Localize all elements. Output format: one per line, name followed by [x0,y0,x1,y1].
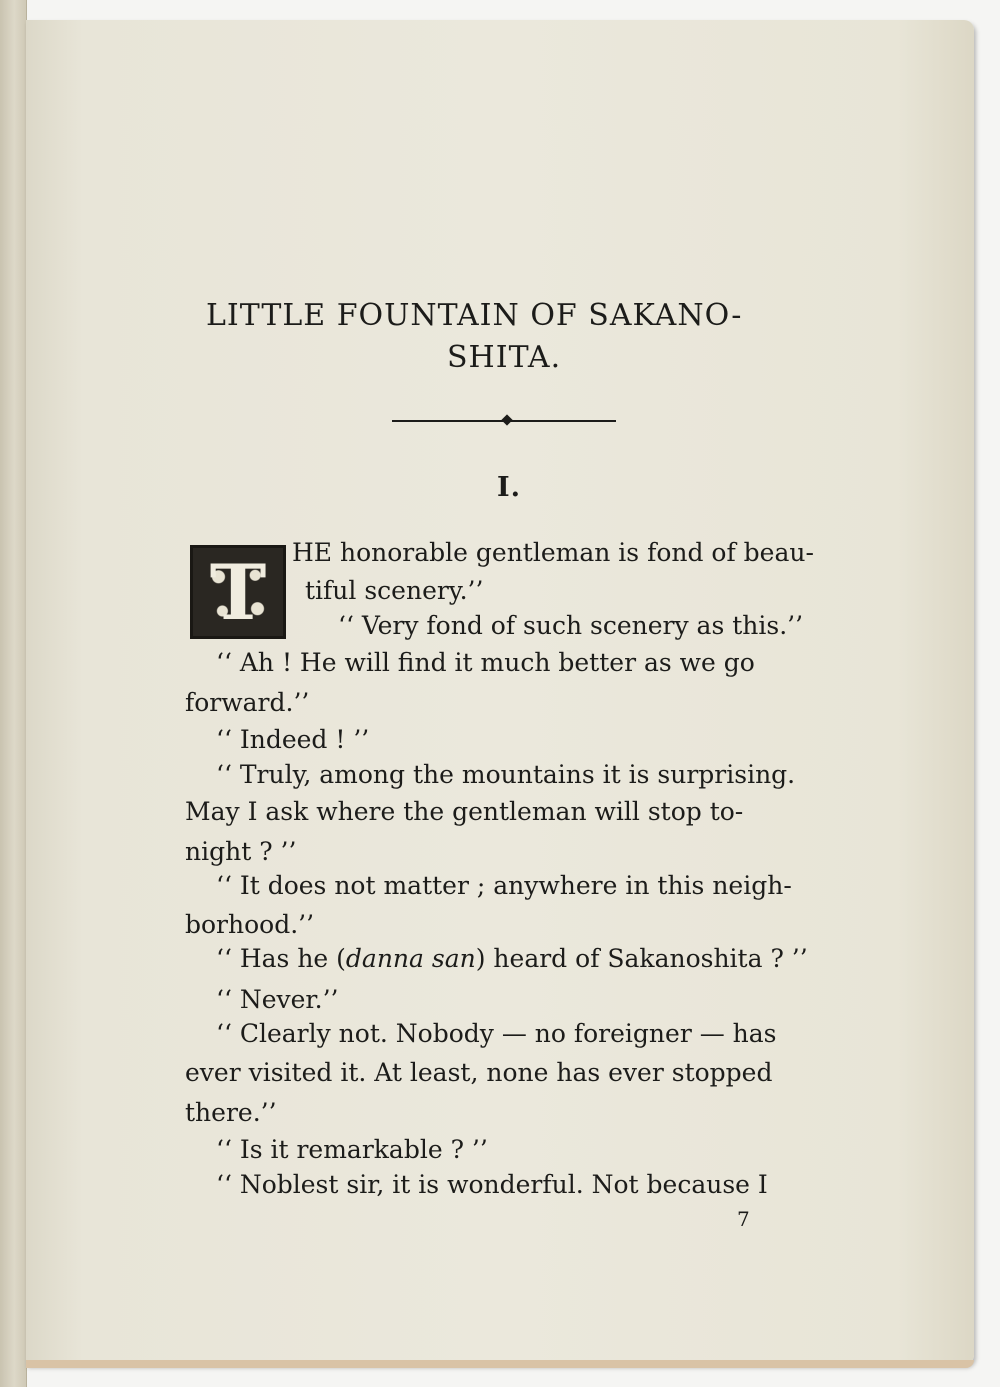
text-line-2: tiful scenery.’’ [305,576,484,605]
page-bottom-edge [26,1360,974,1368]
text-line-12: ‘‘ Has he (danna san) heard of Sakanoshita ? ’’ [216,944,808,973]
text-line-8: May I ask where the gentleman will stop to- [185,797,744,826]
text-line-4: ‘‘ Ah ! He will find it much better as we go [216,648,755,677]
text-line-17: ‘‘ Is it remarkable ? ’’ [216,1135,488,1164]
text-line-10: ‘‘ It does not matter ; anywhere in this neigh- [216,871,792,900]
book-page [26,20,974,1365]
section-number: I. [497,472,522,503]
text-line-14: ‘‘ Clearly not. Nobody — no foreigner — has [216,1019,777,1048]
page-number: 7 [737,1207,750,1231]
dropcap-letter: T [209,548,267,637]
chapter-title-line-1: LITTLE FOUNTAIN OF SAKANO- [206,298,743,333]
text-line-1: HE honorable gentleman is fond of beau- [292,538,814,567]
text-line-13: ‘‘ Never.’’ [216,985,339,1014]
text-line-15: ever visited it. At least, none has ever stopped [185,1058,773,1087]
dropcap-ornament [190,545,286,639]
text-line-11: borhood.’’ [185,910,315,939]
text-line-16: there.’’ [185,1098,277,1127]
text-line-7: ‘‘ Truly, among the mountains it is surprising. [216,760,796,789]
chapter-title-line-2: SHITA. [447,340,562,375]
text-line-3: ‘‘ Very fond of such scenery as this.’’ [338,611,804,640]
left-page-edge [0,0,27,1387]
text-line-5: forward.’’ [185,688,310,717]
text-line-9: night ? ’’ [185,837,297,866]
text-line-18: ‘‘ Noblest sir, it is wonderful. Not because I [216,1170,768,1199]
text-line-6: ‘‘ Indeed ! ’’ [216,725,370,754]
